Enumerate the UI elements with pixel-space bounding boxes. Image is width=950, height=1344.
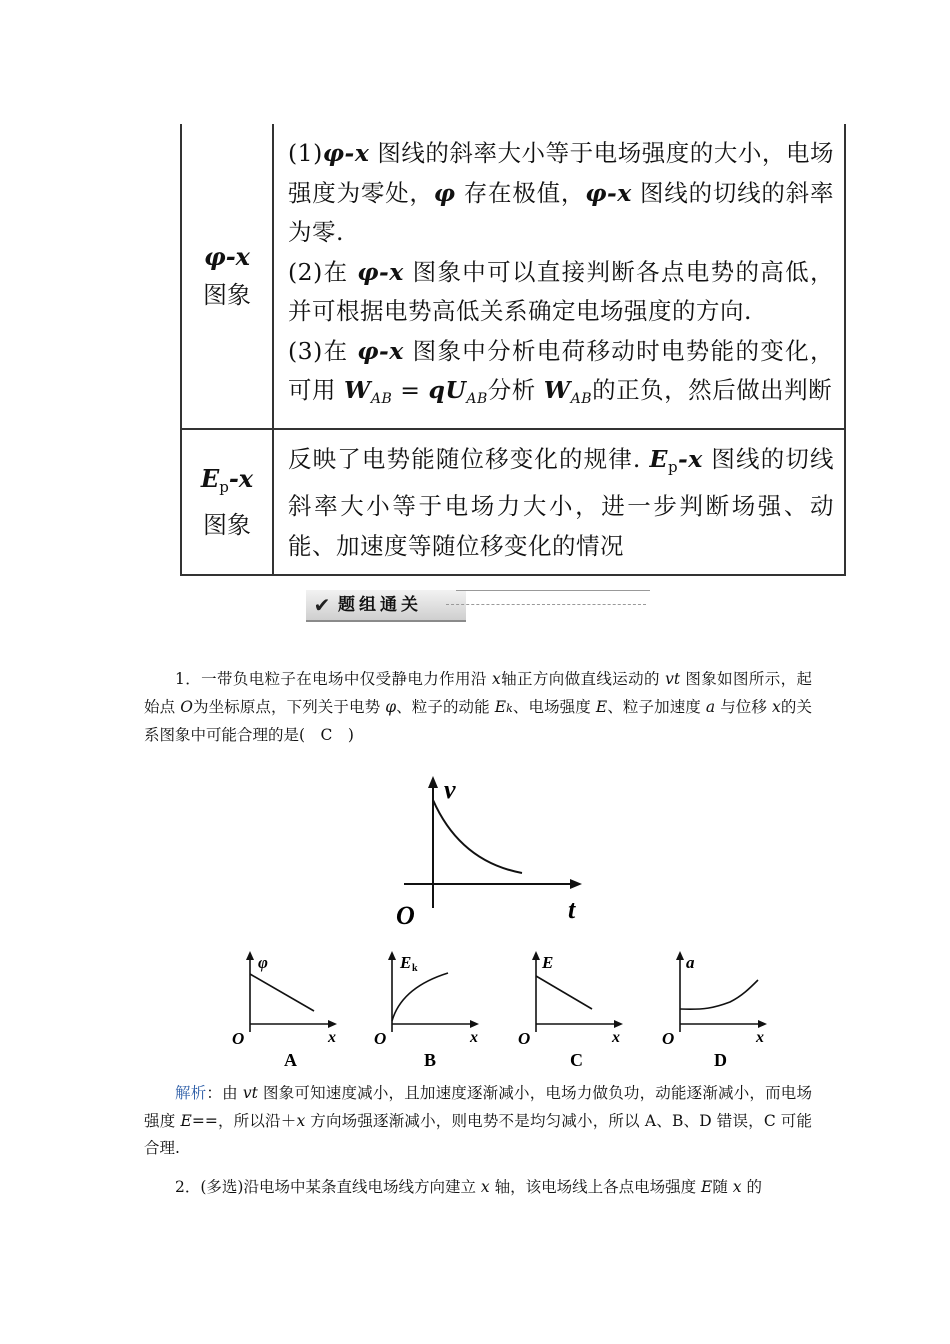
analysis: 解析：由 vt 图象可知速度减小，且加速度逐渐减小，电场力做负功，动能逐渐减小，而电场强度 E==，所以沿＋x 方向场强逐渐减小，则电势不是均匀减小，所以 A、B、D 错误，C 可能合理. (144, 1084, 812, 1157)
svg-text:φ: φ (258, 953, 268, 972)
summary-table (180, 124, 846, 576)
ek-curve (392, 973, 448, 1021)
option-d-label: D (714, 1050, 727, 1070)
row-label-phi-x (181, 124, 273, 429)
t-axis-arrow (570, 879, 582, 889)
option-c-label: C (570, 1050, 583, 1070)
table-row (181, 429, 845, 576)
vt-curve (433, 800, 522, 873)
svg-text:x: x (328, 1029, 336, 1046)
option-c-graph (518, 951, 623, 1070)
svg-text:a: a (686, 953, 695, 972)
option-a-graph (232, 951, 337, 1070)
t-label: t (568, 895, 576, 924)
v-axis-arrow (428, 776, 438, 788)
v-label: v (444, 775, 456, 804)
option-a-label: A (284, 1050, 297, 1070)
question-1: 1．一带负电粒子在电场中仅受静电力作用沿 x轴正方向做直线运动的 vt 图象如图所示，起始点 O为坐标原点，下列关于电势 φ、粒子的动能 Ek、电场强度 E、粒子加速度 a 与位移 x的关系图象中可能合理的是( C ) (144, 670, 812, 744)
option-b-label: B (424, 1050, 437, 1070)
section-banner (306, 590, 650, 620)
banner-title: 题组通关 (338, 595, 422, 615)
svg-text:x: x (470, 1029, 478, 1046)
svg-text:x: x (612, 1029, 620, 1046)
svg-text:x: x (756, 1029, 764, 1046)
svg-text:O: O (374, 1029, 387, 1048)
point-3: (3)在 φ-x 图象中分析电荷移动时电势能的变化，可用 $W_{AB} = qU_{AB}$分析 $W_{AB}$的正负，然后做出判断 (288, 336, 834, 407)
svg-text:O: O (232, 1029, 245, 1048)
table-row (181, 124, 845, 429)
label-text: 图象 (203, 510, 251, 539)
point-2: (2)在 φ-x 图象中可以直接判断各点电势的高低，并可根据电势高低关系确定电场强度的方向. (288, 257, 834, 325)
svg-text:E: E (400, 953, 412, 972)
svg-text:O: O (662, 1029, 675, 1048)
phi-line (250, 974, 314, 1011)
option-d-graph (662, 951, 767, 1070)
vt-graph (396, 772, 596, 936)
svg-text:E: E (542, 953, 554, 972)
row-content-phi-x (273, 124, 845, 429)
check-icon: ✔ (313, 593, 331, 617)
svg-text:O: O (518, 1029, 531, 1048)
label-text: 图象 (203, 280, 251, 309)
option-b-graph (374, 951, 479, 1070)
svg-text:k: k (412, 963, 418, 974)
question-2: 2．(多选)沿电场中某条直线电场线方向建立 x 轴，该电场线上各点电场强度 E随 x 的 (175, 1178, 762, 1196)
origin-label: O (396, 901, 415, 930)
e-line (536, 976, 592, 1009)
analysis-label: 解析 (175, 1084, 207, 1102)
option-graphs (226, 950, 786, 1074)
row-content-ep-x: 反映了电势能随位移变化的规律. $E_p-x$ 图线的切线斜率大小等于电场力大小，进一步判断场强、动能、加速度等随位移变化的情况 (273, 429, 845, 576)
point-1: (1)φ-x 图线的斜率大小等于电场强度的大小，电场强度为零处，φ 存在极值，φ-x 图线的切线的斜率为零. (288, 139, 834, 246)
a-curve (680, 980, 758, 1009)
row-label-ep-x: $E_p-x$ 图象 (181, 429, 273, 576)
label-symbol: φ-x (204, 241, 250, 271)
